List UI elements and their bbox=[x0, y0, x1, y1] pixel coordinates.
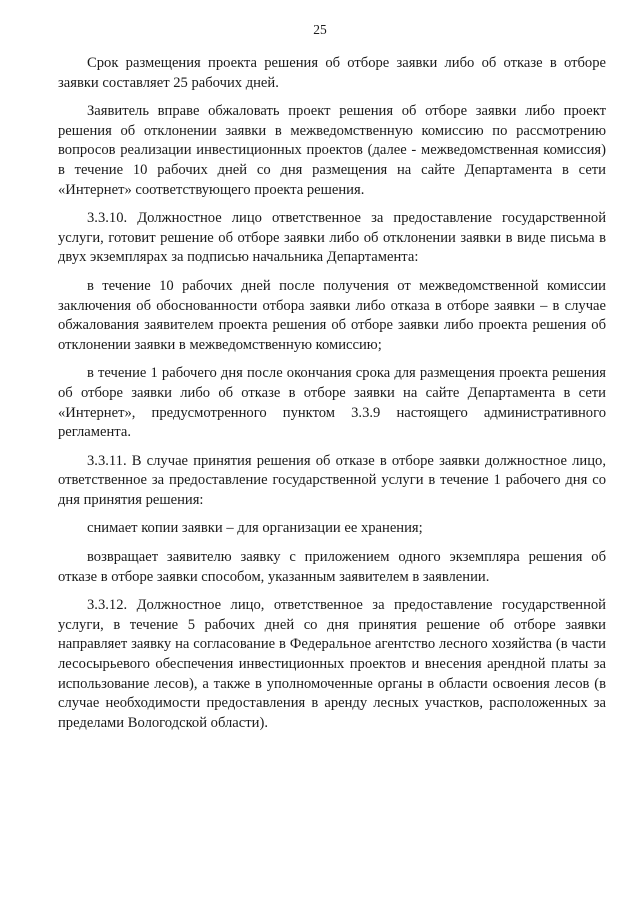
paragraph-gap bbox=[58, 539, 606, 548]
paragraph-gap bbox=[58, 355, 606, 364]
paragraph-3-3-12: 3.3.12. Должностное лицо, ответственное за предоставление государственной услуги, в течение 5 рабочих дней со дня принятия решение об отборе заявки направляет заявку на согласование в Федеральное агентство лесного хозяйства (в части лесосырьевого обеспечения инвестиционных проектов и внесения арендной платы за использование лесов), а также в уполномоченные органы в области освоения лесов (в случае необходимости предоставления в аренду лесных участков, расположенных за пределами Вологодской области). bbox=[58, 597, 606, 731]
page-number: 25 bbox=[313, 22, 327, 37]
paragraph-gap bbox=[58, 200, 606, 209]
paragraph-gap bbox=[58, 587, 606, 596]
paragraph-posting-period: Срок размещения проекта решения об отборе заявки либо об отказе в отборе заявки составляет 25 рабочих дней. bbox=[58, 55, 606, 91]
paragraph-10-days-condition: в течение 10 рабочих дней после получения от межведомственной комиссии заключения об обоснованности отбора заявки либо отказа в отборе заявки – в случае обжалования заявителем проекта решения об отборе заявки либо проекта решения об отклонении заявки в межведомственную комиссию; bbox=[58, 277, 606, 353]
document-body bbox=[58, 54, 606, 733]
paragraph-gap bbox=[58, 443, 606, 452]
paragraph-gap bbox=[58, 268, 606, 277]
paragraph-gap bbox=[58, 510, 606, 519]
paragraph-appeal-right: Заявитель вправе обжаловать проект решения об отборе заявки либо проект решения об отклонении заявки в межведомственную комиссию по рассмотрению вопросов реализации инвестиционных проектов (далее - межведомственная комиссия) в течение 10 рабочих дней со дня размещения на сайте Департамента в сети «Интернет» соответствующего проекта решения. bbox=[58, 103, 606, 198]
paragraph-copies: снимает копии заявки – для организации ее хранения; bbox=[87, 520, 423, 537]
paragraph-3-3-10: 3.3.10. Должностное лицо ответственное за предоставление государственной услуги, готовит решение об отборе заявки либо об отклонении заявки в виде письма в двух экземплярах за подписью начальника Департамента: bbox=[58, 210, 606, 266]
paragraph-gap bbox=[58, 93, 606, 102]
paragraph-3-3-11: 3.3.11. В случае принятия решения об отказе в отборе заявки должностное лицо, ответственное за предоставление государственной услуги в течение 1 рабочего дня со дня принятия решения: bbox=[58, 452, 606, 508]
paragraph-1-day-condition: в течение 1 рабочего дня после окончания срока для размещения проекта решения об отборе заявки либо об отказе в отборе заявки на сайте Департамента в сети «Интернет», предусмотренного пунктом 3.3.9 настоящего административного регламента. bbox=[58, 365, 606, 441]
paragraph-return-application: возвращает заявителю заявку с приложением одного экземпляра решения об отказе в отборе заявки способом, указанным заявителем в заявлении. bbox=[58, 549, 606, 585]
